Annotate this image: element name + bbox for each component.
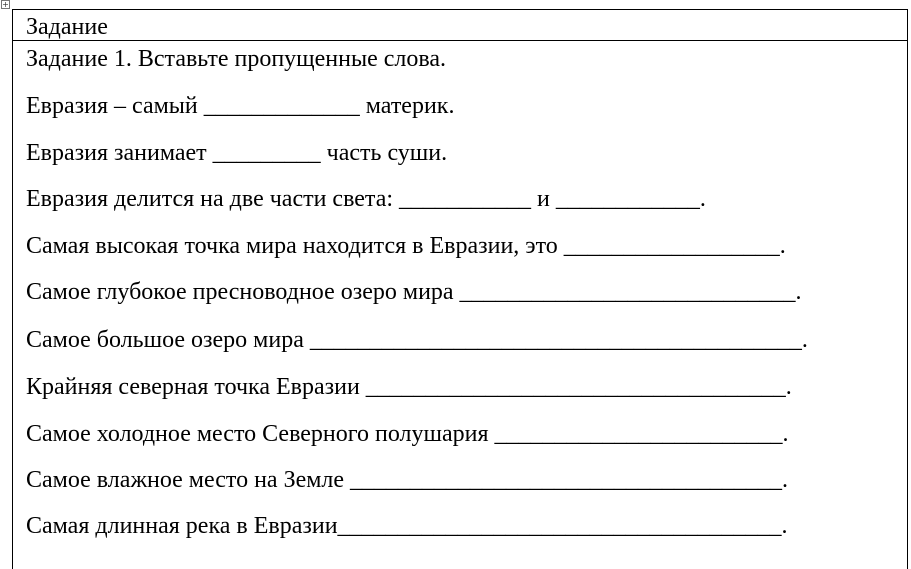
task-line-4: Самая высокая точка мира находится в Евразии, это __________________. (26, 233, 786, 259)
task-table (12, 9, 908, 569)
task-line-2: Евразия занимает _________ часть суши. (26, 140, 448, 166)
task-line-8: Самое холодное место Северного полушария ________________________. (26, 421, 789, 447)
task-line-9: Самое влажное место на Земле ____________________________________. (26, 467, 789, 493)
task-line-10: Самая длинная река в Евразии_____________________________________. (26, 513, 788, 539)
table-header-label: Задание (26, 14, 108, 40)
table-header-cell (13, 10, 907, 41)
task-line-1: Евразия – самый _____________ материк. (26, 93, 455, 119)
task-line-7: Крайняя северная точка Евразии ___________________________________. (26, 374, 792, 400)
task-line-6: Самое большое озеро мира _________________________________________. (26, 327, 808, 353)
table-move-handle-icon[interactable]: + (2, 0, 9, 9)
task-line-5: Самое глубокое пресноводное озеро мира ____________________________. (26, 279, 802, 305)
task-title: Задание 1. Вставьте пропущенные слова. (26, 46, 447, 72)
task-line-3: Евразия делится на две части света: ___________ и ____________. (26, 186, 706, 212)
